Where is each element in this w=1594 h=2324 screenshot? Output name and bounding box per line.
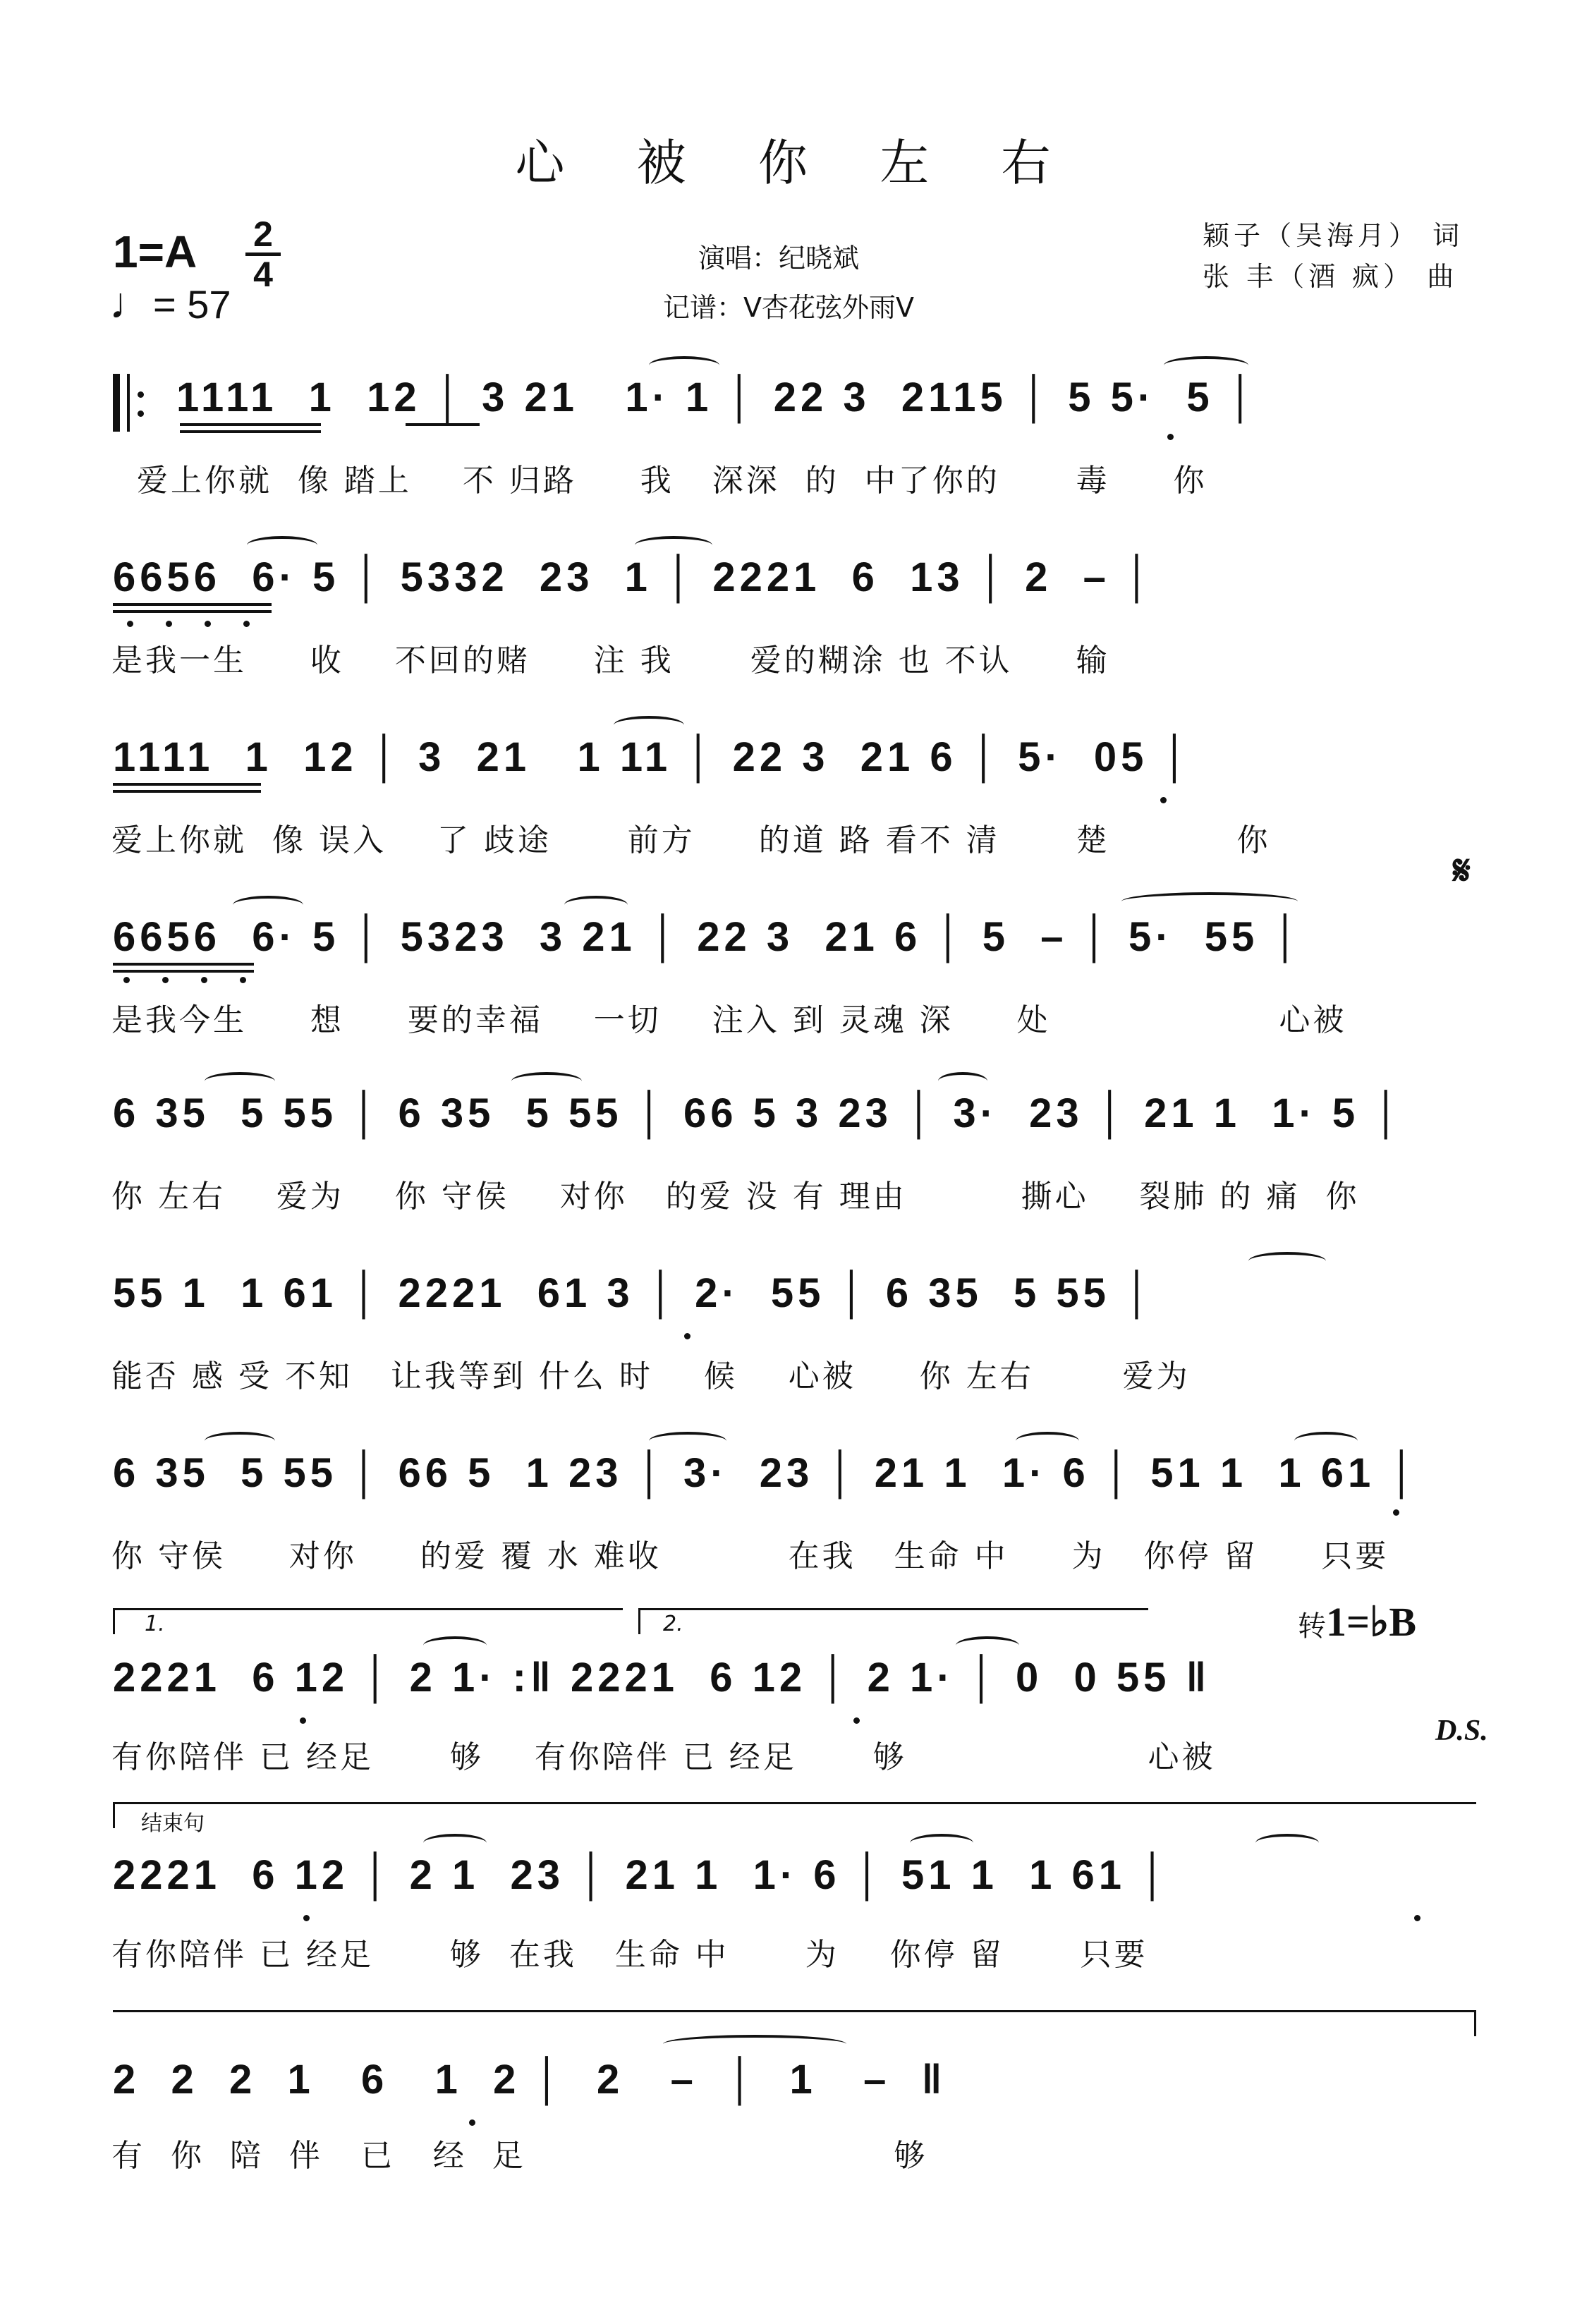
low-octave-dot [684, 1333, 690, 1339]
singer-credit: 演唱：纪晓斌 [698, 243, 860, 274]
low-octave-dot [205, 621, 211, 627]
author-credits [1203, 215, 1464, 297]
coda-label: 结束句 [141, 1811, 205, 1836]
slur [1255, 1834, 1319, 1852]
slur [614, 716, 684, 734]
lyrics-row-5: 你 左右 爱为 你 守侯 对你 的爱 没 有 理由 撕心 裂肺 的 痛 你 [111, 1179, 1360, 1215]
lyrics-row-2: 是我一生 收 不回的赌 注 我 爱的糊涂 也 不认 输 [111, 643, 1110, 679]
slur [1294, 1432, 1358, 1450]
slur [205, 1432, 275, 1450]
lyrics-row-10: 有 你 陪 伴 已 经 足 够 [111, 2138, 928, 2174]
low-octave-dot [303, 1915, 310, 1921]
slur [247, 536, 317, 554]
slur [1016, 1432, 1079, 1450]
low-octave-dot [123, 977, 130, 983]
slur [564, 896, 628, 914]
underline [113, 963, 254, 966]
underline [113, 603, 272, 606]
low-octave-dot [853, 1717, 860, 1724]
notes-row-2: 6656 6· 5 │ 5332 23 1 │ 2221 6 13 │ 2 – │ [113, 554, 1156, 600]
ending-2-bracket [638, 1608, 1148, 1634]
slur [511, 1072, 582, 1090]
underline [113, 970, 254, 973]
ending-2-label: 2. [663, 1612, 683, 1636]
repeat-dot [138, 391, 144, 398]
low-octave-dot [1414, 1915, 1420, 1921]
repeat-start-bar [113, 374, 120, 432]
notes-row-6: 55 1 1 61 │ 2221 61 3 │ 2· 55 │ 6 35 5 55 │ [113, 1270, 1156, 1316]
lyrics-row-8: 有你陪伴 已 经足 够 有你陪伴 已 经足 够 心被 [111, 1739, 1216, 1775]
lyrics-row-6: 能否 感 受 不知 让我等到 什么 时 候 心被 你 左右 爱为 [111, 1358, 1191, 1394]
segno-icon: 𝄋 [1453, 846, 1471, 894]
notes-row-3: 1111 1 12 │ 3 21 1 11 │ 22 3 21 6 │ 5· 05 │ [113, 734, 1193, 780]
slur [663, 2035, 846, 2053]
key-signature: 1=A [113, 226, 197, 277]
lyrics-row-7: 你 守侯 对你 的爱 覆 水 难收 在我 生命 中 为 你停 留 只要 [111, 1538, 1389, 1574]
ending-1-bracket [113, 1608, 623, 1634]
underline [113, 790, 261, 793]
notes-row-1: 1111 1 12 │ 3 21 1· 1 │ 22 3 2115 │ 5 5· 5 │ [176, 375, 1259, 420]
notes-row-4: 6656 6· 5 │ 5323 3 21 │ 22 3 21 6 │ 5 – │ 5· 55 │ [113, 914, 1304, 960]
lyrics-row-4: 是我今生 想 要的幸福 一切 注入 到 灵魂 深 处 心被 [111, 1002, 1347, 1038]
slur [423, 1834, 487, 1852]
repeat-dot [138, 410, 144, 417]
underline [113, 783, 261, 786]
modulation-key: 1=♭B [1326, 1599, 1417, 1645]
notes-row-8: 2221 6 12 │ 2 1· :‖ 2221 6 12 │ 2 1· │ 0 0 55 ‖ [113, 1655, 1211, 1701]
time-signature-top: 2 [253, 214, 273, 254]
low-octave-dot [469, 2119, 475, 2126]
slur [635, 536, 712, 554]
slur [938, 1072, 987, 1090]
underline [113, 610, 272, 613]
repeat-start-bar-thin [127, 374, 130, 432]
ending-1-label: 1. [145, 1612, 165, 1636]
modulation-prefix: 转 [1298, 1610, 1326, 1643]
slur [956, 1636, 1019, 1655]
slur [205, 1072, 275, 1090]
time-signature-bottom: 4 [253, 255, 273, 294]
slur [1164, 356, 1248, 375]
tempo-value: = 57 [153, 282, 231, 327]
notes-row-7: 6 35 5 55 │ 66 5 1 23 │ 3· 23 │ 21 1 1· 6 │ 51 1 1 61 │ [113, 1450, 1420, 1496]
slur [1121, 892, 1298, 911]
low-octave-dot [240, 977, 246, 983]
slur [1248, 1252, 1326, 1270]
low-octave-dot [243, 621, 250, 627]
low-octave-dot [1167, 434, 1174, 440]
lyrics-row-3: 爱上你就 像 误入 了 歧途 前方 的道 路 看不 清 楚 你 [111, 822, 1271, 858]
slur [233, 896, 303, 914]
low-octave-dot [127, 621, 133, 627]
low-octave-dot [166, 621, 172, 627]
ds-marker: D.S. [1435, 1715, 1488, 1747]
notes-row-5: 6 35 5 55 │ 6 35 5 55 │ 66 5 3 23 │ 3· 23 │ 21 1 1· 5 │ [113, 1090, 1405, 1136]
coda-bracket [113, 1802, 1476, 1828]
time-signature [245, 214, 281, 294]
quarter-note-icon: ♩ [109, 279, 153, 328]
slur [423, 1636, 487, 1655]
slur [910, 1834, 973, 1852]
lyrics-row-1: 爱上你就 像 踏上 不 归路 我 深深 的 中了你的 毒 你 [111, 463, 1207, 499]
modulation-marker [1298, 1598, 1416, 1645]
low-octave-dot [201, 977, 207, 983]
underline [180, 430, 321, 433]
low-octave-dot [300, 1717, 306, 1724]
low-octave-dot [1160, 797, 1167, 803]
page-title: 心 被 你 左 右 [515, 134, 1079, 192]
slur [649, 356, 719, 375]
underline [406, 423, 480, 426]
underline [180, 423, 321, 426]
notes-row-10: 2 2 2 1 6 1 2 │ 2 – │ 1 – ‖ [113, 2057, 947, 2103]
low-octave-dot [1393, 1509, 1399, 1516]
lyrics-row-9: 有你陪伴 已 经足 够 在我 生命 中 为 你停 留 只要 [111, 1937, 1148, 1973]
slur [649, 1432, 726, 1450]
final-bracket [113, 2010, 1476, 2036]
composer-credit: 张 丰（酒 疯） 曲 [1203, 261, 1459, 292]
lyricist-credit: 颖子（吴海月） 词 [1203, 220, 1464, 251]
notes-row-9: 2221 6 12 │ 2 1 23 │ 21 1 1· 6 │ 51 1 1 61 │ [113, 1852, 1172, 1898]
transcriber-credit: 记谱：V杏花弦外雨V [663, 292, 914, 323]
tempo-marking [109, 279, 231, 329]
low-octave-dot [162, 977, 169, 983]
